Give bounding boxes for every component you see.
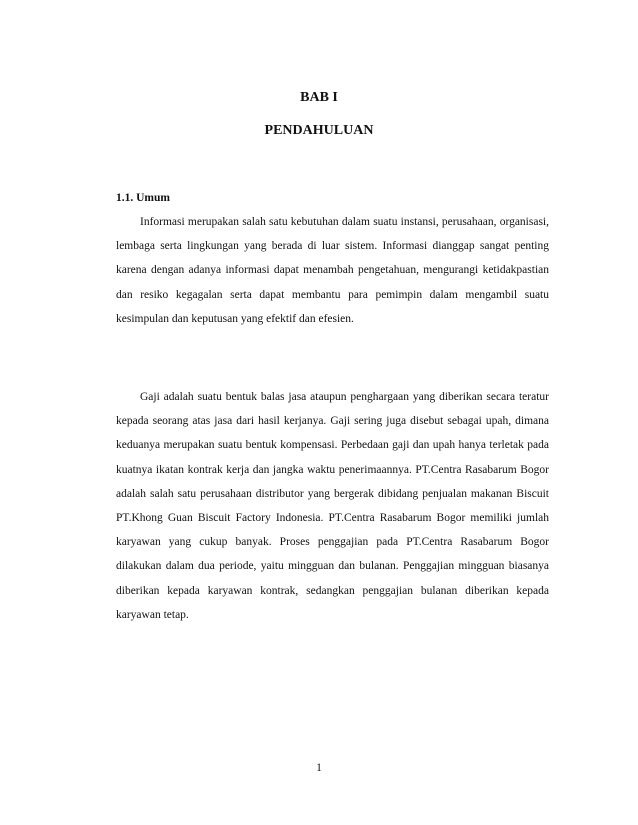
chapter-title: PENDAHULUAN: [264, 123, 374, 138]
section-heading: 1.1. Umum: [116, 192, 170, 204]
page-number: 1: [316, 762, 322, 774]
paragraph-gaji: Gaji adalah suatu bentuk balas jasa ataupun penghargaan yang diberikan secara teratur kepada seorang atas jasa dari hasil kerjanya. Gaji sering juga disebut sebagai upah, dimana keduanya merupakan suatu bentuk kompensasi. Perbedaan gaji dan upah hanya terletak pada kuatnya ikatan kontrak kerja dan jangka waktu penerimaannya. PT.Centra Rasabarum Bogor adalah salah satu perusahaan distributor yang bergerak dibidang penjualan makanan Biscuit PT.Khong Guan Biscuit Factory Indonesia. PT.Centra Rasabarum Bogor memiliki jumlah karyawan yang cukup banyak. Proses penggajian pada PT.Centra Rasabarum Bogor dilakukan dalam dua periode, yaitu mingguan dan bulanan. Penggajian mingguan biasanya diberikan kepada karyawan kontrak, sedangkan penggajian bulanan diberikan kepada karyawan tetap.: [116, 391, 549, 621]
chapter-number: BAB I: [300, 90, 338, 105]
paragraph-informasi: Informasi merupakan salah satu kebutuhan dalam suatu instansi, perusahaan, organisasi, lembaga serta lingkungan yang berada di luar sistem. Informasi dianggap sangat penting karena dengan adanya informasi dapat menambah pengetahuan, mengurangi ketidakpastian dan resiko kegagalan serta dapat membantu para pemimpin dalam mengambil suatu kesimpulan dan keputusan yang efektif dan efesien.: [116, 216, 549, 325]
